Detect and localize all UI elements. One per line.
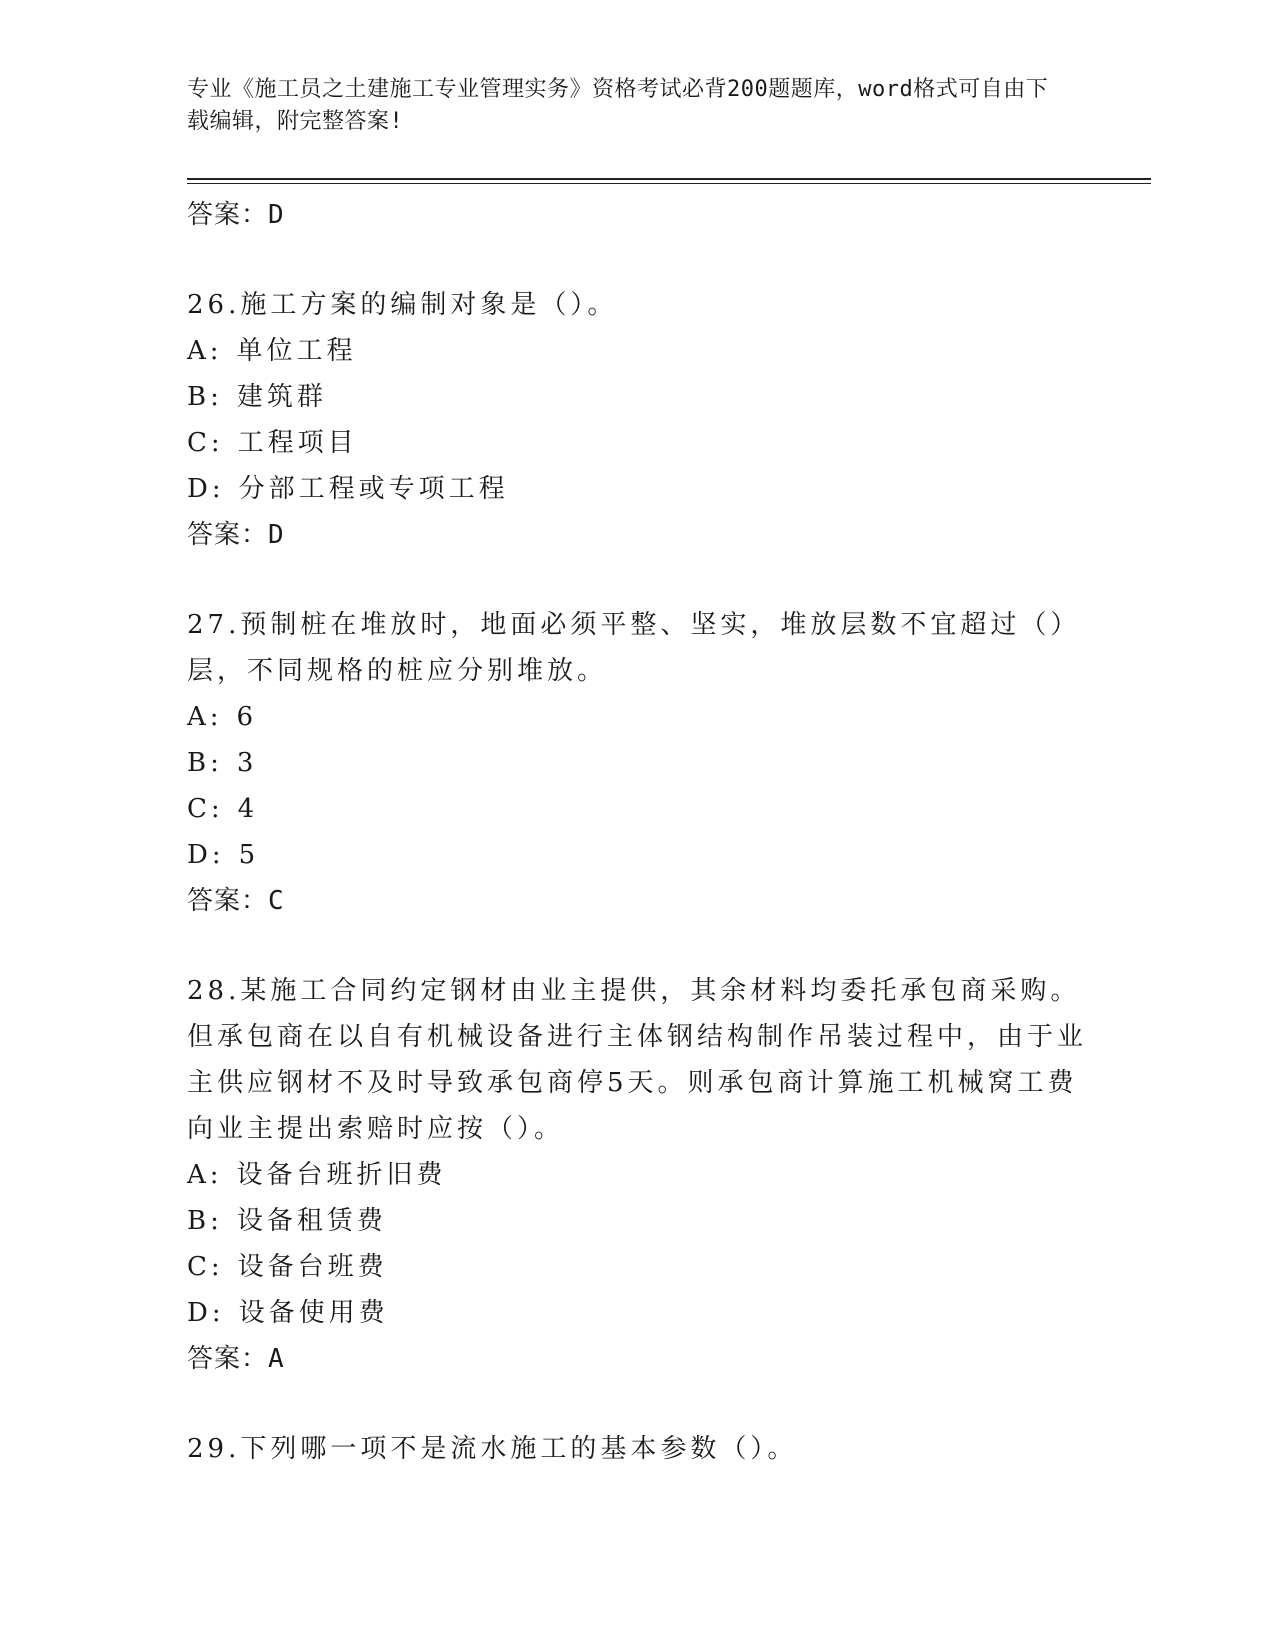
option-letter: C: — [187, 794, 224, 824]
header-rule — [187, 178, 1151, 180]
option-text: 设备台班折旧费 — [236, 1160, 447, 1190]
answer: 答案：C — [187, 886, 285, 916]
option-b — [187, 374, 1087, 420]
option-letter: A: — [187, 702, 223, 732]
option-text: 4 — [237, 794, 259, 824]
option-text: 3 — [236, 748, 258, 778]
option-b — [187, 740, 1087, 786]
option-text: 工程项目 — [237, 428, 358, 458]
document-body — [187, 188, 1087, 1472]
answer: 答案：D — [187, 520, 285, 550]
option-letter: B: — [187, 748, 223, 778]
option-letter: C: — [187, 1252, 224, 1282]
option-text: 5 — [238, 840, 260, 870]
option-text: 设备租赁费 — [236, 1206, 387, 1236]
question-stem: 28.某施工合同约定钢材由业主提供，其余材料均委托承包商采购。但承包商在以自有机械设备进行主体钢结构制作吊装过程中，由于业主供应钢材不及时导致承包商停5天。则承包商计算施工机械窝工费向业主提出索赔时应按（）。 — [187, 976, 1088, 1144]
option-text: 设备台班费 — [237, 1252, 388, 1282]
option-a — [187, 328, 1087, 374]
question-stem: 26.施工方案的编制对象是（）。 — [187, 290, 618, 320]
option-text: 设备使用费 — [238, 1298, 389, 1328]
option-b — [187, 1198, 1087, 1244]
option-letter: B: — [187, 382, 223, 412]
option-d — [187, 832, 1087, 878]
question-stem: 27.预制桩在堆放时，地面必须平整、坚实，堆放层数不宜超过（）层，不同规格的桩应分别堆放。 — [187, 610, 1081, 686]
option-text: 分部工程或专项工程 — [238, 474, 509, 504]
option-text: 6 — [236, 702, 258, 732]
option-text: 单位工程 — [236, 336, 357, 366]
header-rule-secondary — [187, 183, 1151, 184]
option-letter: D: — [187, 1298, 225, 1328]
option-d — [187, 466, 1087, 512]
option-d — [187, 1290, 1087, 1336]
option-text: 建筑群 — [236, 382, 327, 412]
option-letter: C: — [187, 428, 224, 458]
option-c — [187, 1244, 1087, 1290]
option-a — [187, 694, 1087, 740]
question-28 — [187, 968, 1087, 1382]
option-letter: A: — [187, 336, 223, 366]
answer: 答案：A — [187, 1344, 285, 1374]
page-header: 专业《施工员之土建施工专业管理实务》资格考试必背200题题库，word格式可自由下载编辑，附完整答案! — [187, 77, 1049, 134]
option-c — [187, 420, 1087, 466]
question-27 — [187, 602, 1087, 924]
option-a — [187, 1152, 1087, 1198]
answer-previous: 答案：D — [187, 200, 285, 230]
option-letter: D: — [187, 474, 225, 504]
question-stem: 29.下列哪一项不是流水施工的基本参数（）。 — [187, 1434, 798, 1464]
option-letter: A: — [187, 1160, 223, 1190]
question-29 — [187, 1426, 1087, 1472]
question-26 — [187, 282, 1087, 558]
option-c — [187, 786, 1087, 832]
option-letter: D: — [187, 840, 225, 870]
option-letter: B: — [187, 1206, 223, 1236]
